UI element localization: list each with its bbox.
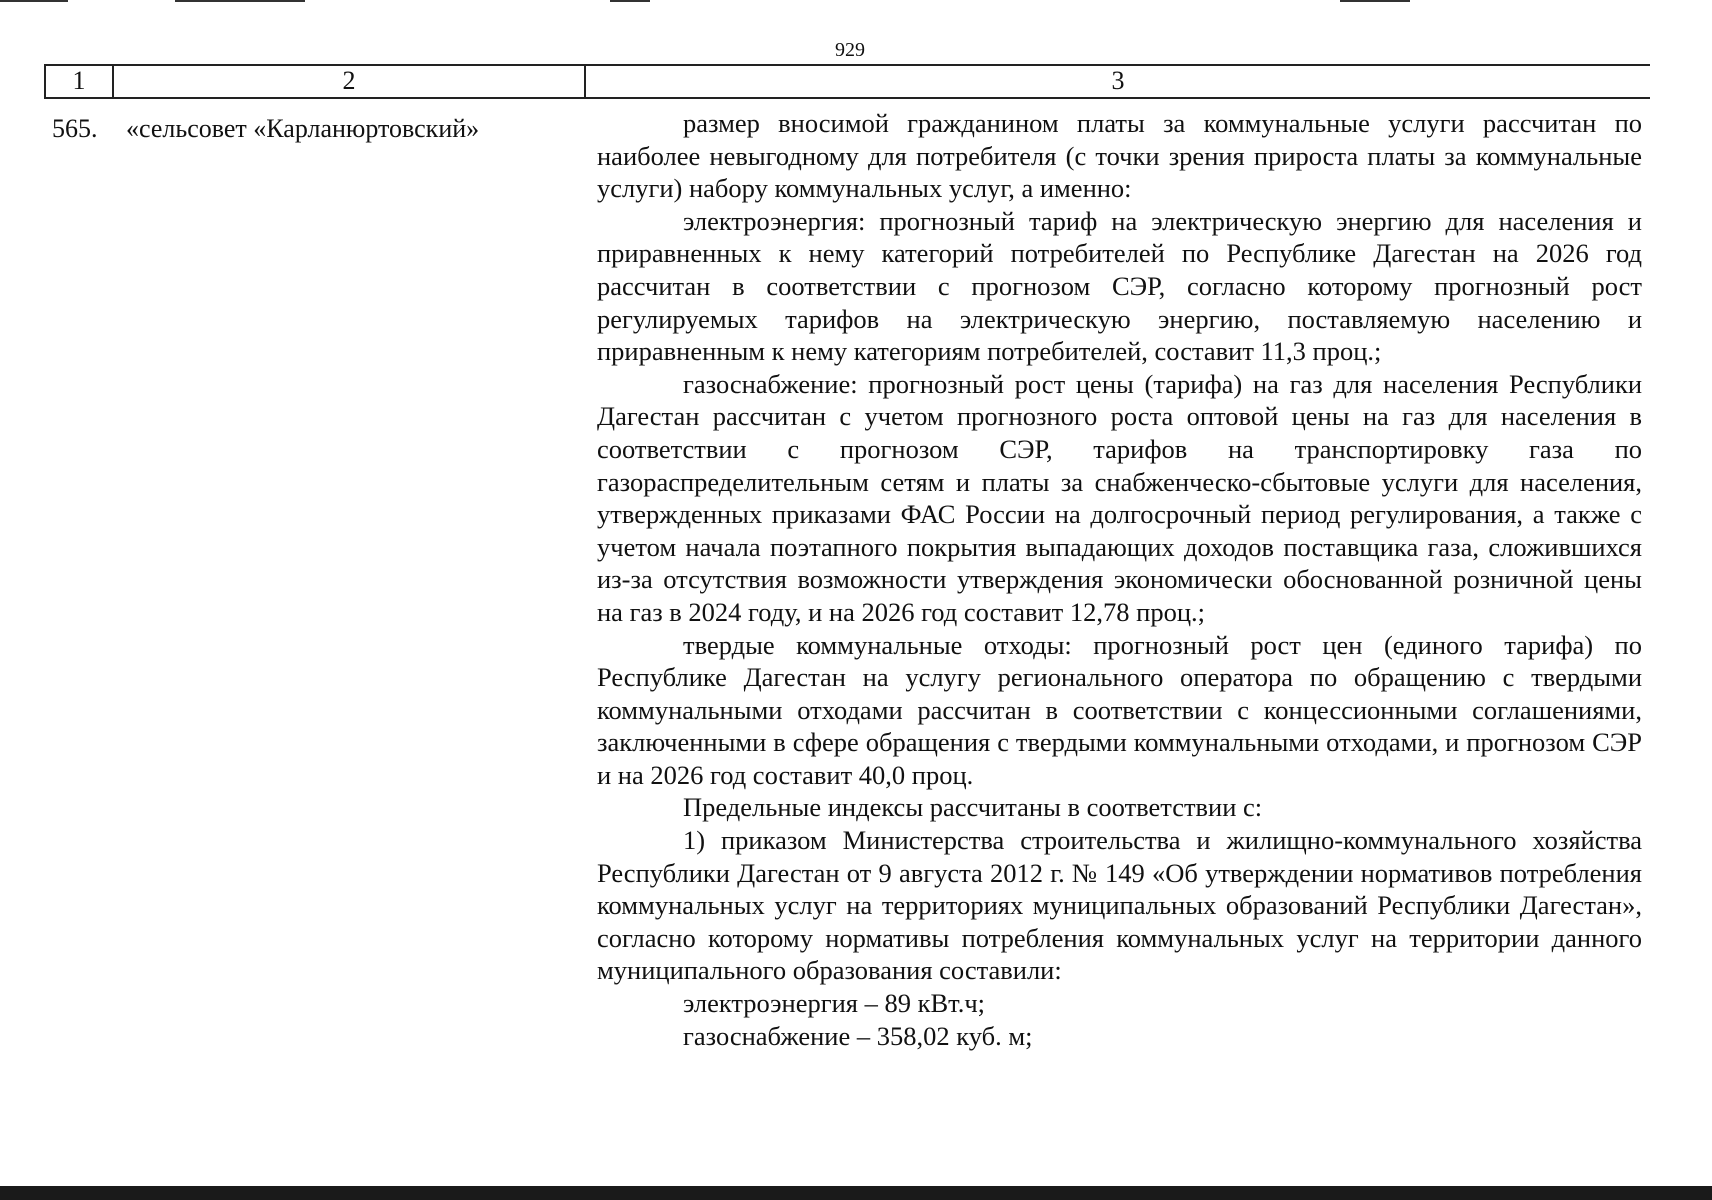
column-header-1: 1	[72, 66, 86, 95]
paragraph-intro: размер вносимой гражданином платы за коммунальные услуги рассчитан по наиболее невыгодному для потребителя (с точки зрения прироста платы за коммунальные услуги) набору коммунальных услуг, а именно:	[597, 108, 1642, 204]
paragraph-electricity-norm: электроэнергия – 89 кВт.ч;	[683, 988, 986, 1019]
paragraph-waste: твердые коммунальные отходы: прогнозный рост цен (единого тарифа) по Республике Дагестан на услугу регионального оператора по обращению с твердыми коммунальными отходами рассчитан в соответствии с концессионными соглашениями, заключенными в сфере обращения с твердыми коммунальными отходами, и прогнозом СЭР и на 2026 год составит 40,0 проц.	[597, 629, 1642, 790]
paragraph-gas-norm: газоснабжение – 358,02 куб. м;	[683, 1020, 1033, 1051]
row-number: 565.	[52, 114, 98, 143]
page-number: 929	[835, 39, 865, 61]
column-header-3: 3	[1111, 66, 1125, 95]
paragraph-indices: Предельные индексы рассчитаны в соответствии с:	[683, 792, 1263, 823]
paragraph-electricity: электроэнергия: прогнозный тариф на электрическую энергию для населения и приравненных к нему категорий потребителей по Республике Дагестан на 2026 год рассчитан в соответствии с прогнозом СЭР, согласно которому прогнозный рост регулируемых тарифов на электрическую энергию, поставляемую населению и приравненным к нему категориям потребителей, составит 11,3 проц.;	[597, 205, 1642, 367]
column-header-2: 2	[342, 66, 356, 95]
scan-edge-mark	[0, 0, 68, 2]
scan-edge-mark	[1340, 0, 1410, 2]
paragraph-order: 1) приказом Министерства строительства и жилищно-коммунального хозяйства Республики Дагестан от 9 августа 2012 г. № 149 «Об утверждении нормативов потребления коммунальных услуг на территориях муниципальных образований Республики Дагестан», согласно которому нормативы потребления коммунальных услуг на территории данного муниципального образования составили:	[597, 825, 1642, 986]
scan-bottom-edge	[0, 1186, 1712, 1200]
scan-edge-mark	[175, 0, 305, 2]
scan-edge-mark	[610, 0, 650, 2]
paragraph-gas: газоснабжение: прогнозный рост цены (тарифа) на газ для населения Республики Дагестан рассчитан с учетом прогнозного роста оптовой цены на газ для населения в соответствии с прогнозом СЭР, тарифов на транспортировку газа по газораспределительным сетям и платы за снабженческо-сбытовые услуги для населения, утвержденных приказами ФАС России на долгосрочный период регулирования, а также с учетом начала поэтапного покрытия выпадающих доходов поставщика газа, сложившихся из-за отсутствия возможности утверждения экономически обоснованной розничной цены на газ в 2024 году, и на 2026 год составит 12,78 проц.;	[597, 368, 1642, 627]
row-description	[597, 107, 1642, 1052]
municipality-name: «сельсовет «Карланюртовский»	[126, 114, 480, 143]
